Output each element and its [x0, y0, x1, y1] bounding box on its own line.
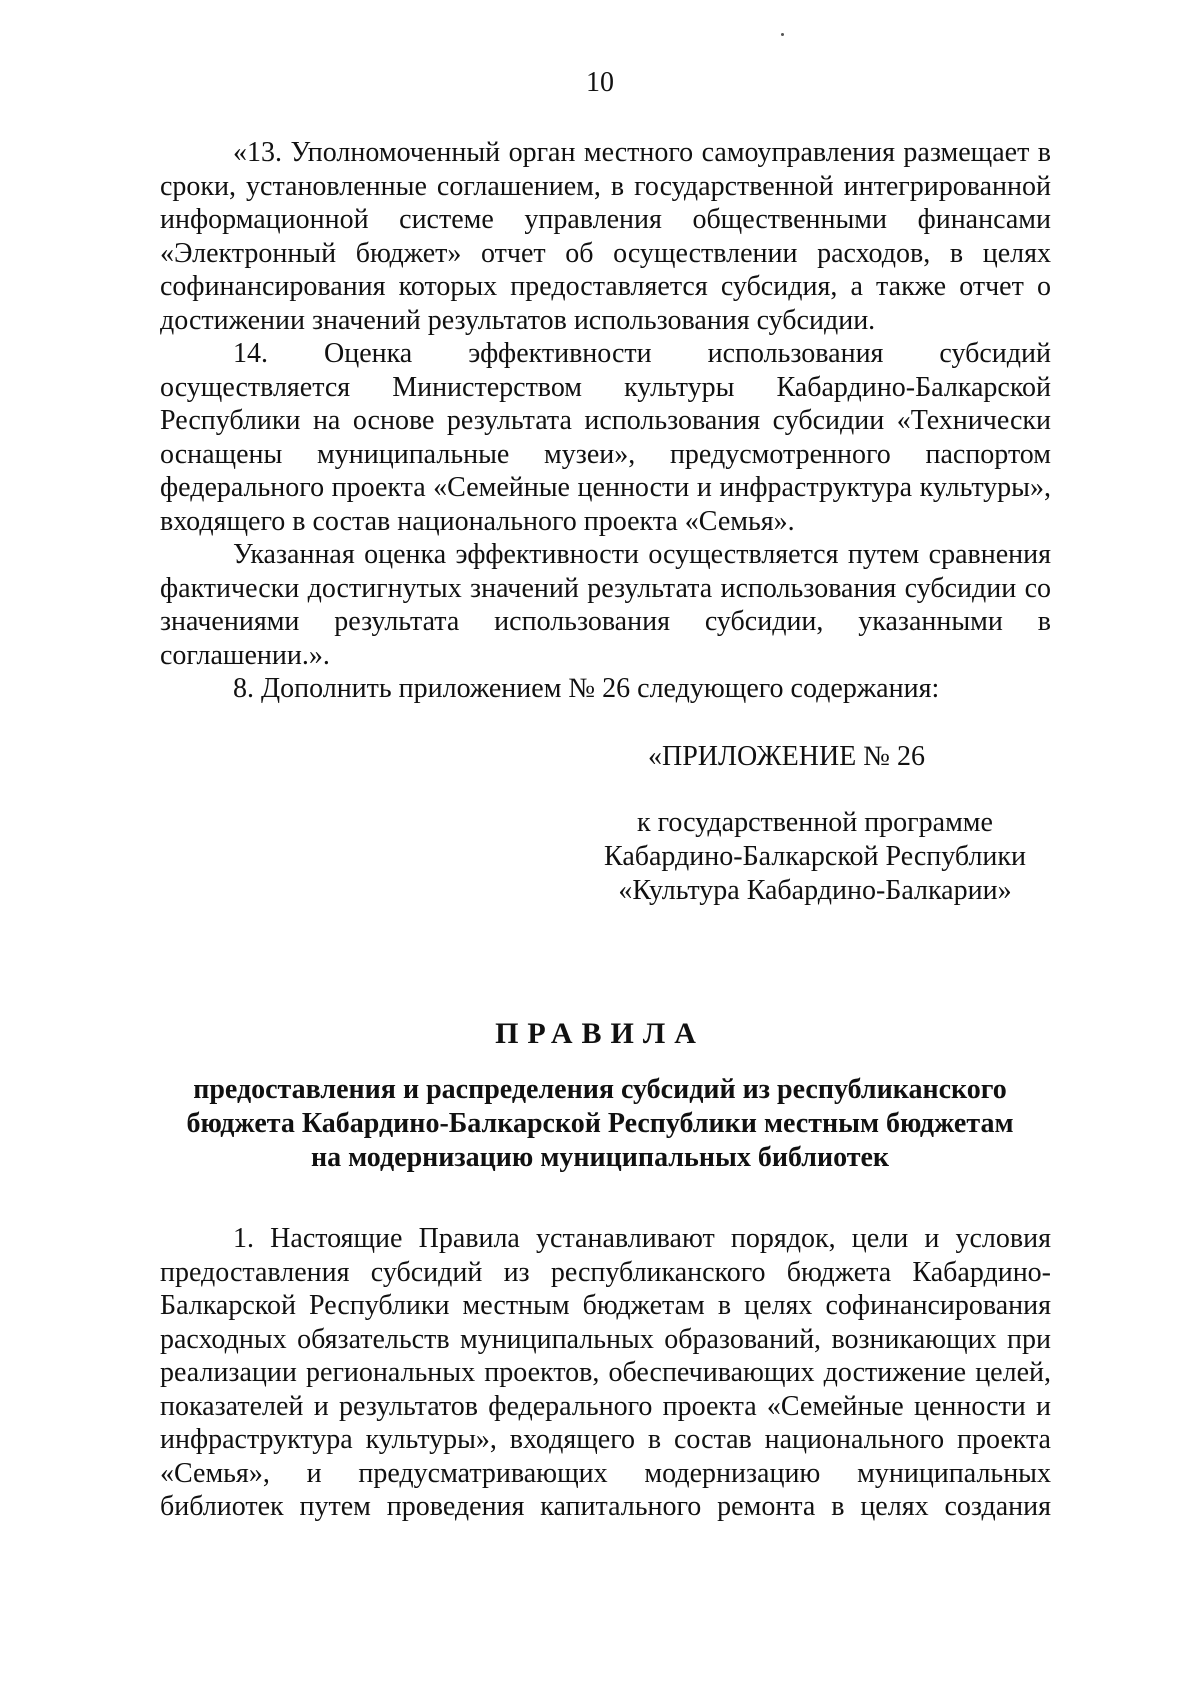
paragraph-13: «13. Уполномоченный орган местного самоуправления размещает в сроки, установленные соглашением, в государственной интегрированной информационной системе управления общественными финансами «Электронный бюджет» отчет об осуществлении расходов, в целях софинансирования которых предоставляется субсидия, а также отчет о достижении значений результатов использования субсидии.	[160, 137, 1051, 336]
paragraph-14: 14. Оценка эффективности использования субсидий осуществляется Министерством культуры Кабардино-Балкарской Республики на основе результата использования субсидии «Технически оснащены муниципальные музеи», предусмотренного паспортом федерального проекта «Семейные ценности и инфраструктура культуры», входящего в состав национального проекта «Семья».	[160, 338, 1051, 537]
paragraph-evaluation: Указанная оценка эффективности осуществляется путем сравнения фактически достигнутых значений результата использования субсидии со значениями результата использования субсидии, указанными в соглашении.».	[160, 539, 1051, 671]
appendix-line: к государственной программе	[637, 807, 993, 838]
page-number: 10	[586, 67, 614, 98]
scan-speck	[781, 33, 784, 36]
appendix-line: «Культура Кабардино-Балкарии»	[618, 875, 1012, 906]
document-subtitle	[150, 1073, 1050, 1175]
subtitle-line: предоставления и распределения субсидий из республиканского	[193, 1074, 1007, 1105]
subtitle-line: бюджета Кабардино-Балкарской Республики местным бюджетам	[186, 1108, 1014, 1139]
body-text-top	[160, 136, 1051, 706]
paragraph-item-8: 8. Дополнить приложением № 26 следующего содержания:	[233, 673, 940, 704]
appendix-heading: «ПРИЛОЖЕНИЕ № 26	[648, 741, 925, 772]
document-title: ПРАВИЛА	[495, 1017, 705, 1050]
paragraph-1: 1. Настоящие Правила устанавливают порядок, цели и условия предоставления субсидий из республиканского бюджета Кабардино-Балкарской Республики местным бюджетам в целях софинансирования расходных обязательств муниципальных образований, возникающих при реализации региональных проектов, обеспечивающих достижение целей, показателей и результатов федерального проекта «Семейные ценности и инфраструктура культуры», входящего в состав национального проекта «Семья», и предусматривающих модернизацию муниципальных библиотек путем проведения капитального ремонта в целях создания	[160, 1223, 1051, 1522]
subtitle-line: на модернизацию муниципальных библиотек	[310, 1142, 890, 1173]
body-text-bottom	[160, 1222, 1051, 1524]
appendix-caption	[590, 806, 1040, 908]
appendix-line: Кабардино-Балкарской Республики	[604, 841, 1026, 872]
